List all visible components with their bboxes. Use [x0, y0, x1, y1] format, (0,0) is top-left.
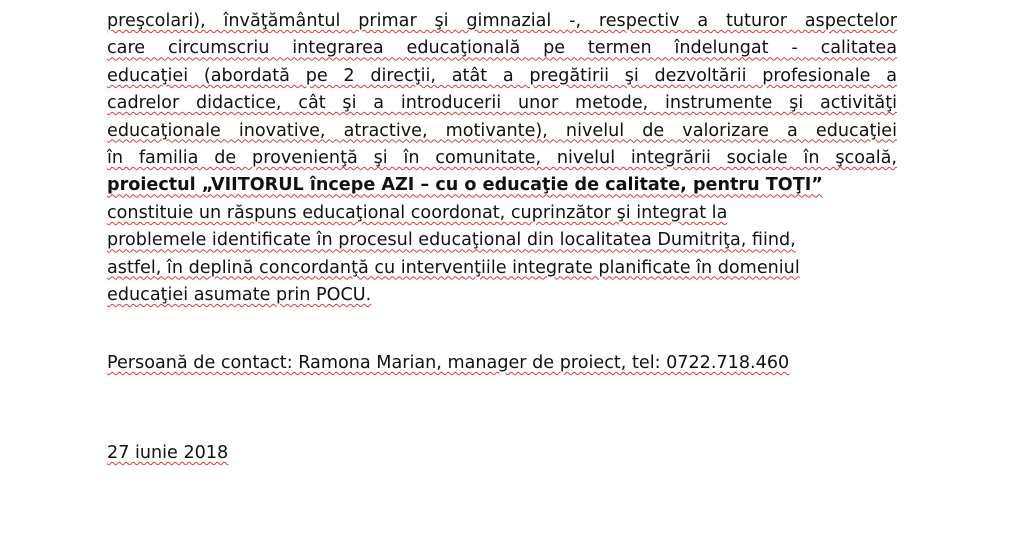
paragraph-line: cadrelor didactice, cât şi a introducerii unor metode, instrumente şi activităţi: [107, 93, 897, 114]
paragraph-line: preşcolari), învăţământul primar şi gimnazial -, respectiv a tuturor aspectelor: [107, 11, 897, 31]
paragraph-line: educaţiei asumate prin POCU.: [107, 285, 372, 306]
paragraph-line: educaţionale inovative, atractive, motivante), nivelul de valorizare a educaţiei: [107, 120, 897, 141]
paragraph-line: astfel, în deplină concordanţă cu intervenţiile integrate planificate în domeniul: [107, 257, 800, 278]
paragraph-line: problemele identificate în procesul educaţional din localitatea Dumitriţa, fiind,: [107, 230, 796, 251]
paragraph-line: educaţiei (abordată pe 2 direcţii, atât a pregătirii şi dezvoltării profesionale a: [107, 65, 897, 86]
project-title-line: proiectul „VIITORUL începe AZI – cu o educaţie de calitate, pentru TOŢI”: [107, 175, 823, 196]
paragraph-line: constituie un răspuns educaţional coordonat, cuprinzător şi integrat la: [107, 202, 728, 223]
paragraph-line: în familia de provenienţă şi în comunitate, nivelul integrării sociale în şcoală,: [107, 148, 897, 169]
body-paragraph: [107, 8, 897, 309]
document-date: 27 iunie 2018: [107, 443, 229, 463]
paragraph-line: care circumscriu integrarea educaţională pe termen îndelungat - calitatea: [107, 38, 897, 59]
contact-line: Persoană de contact: Ramona Marian, manager de proiect, tel: 0722.718.460: [107, 353, 790, 373]
